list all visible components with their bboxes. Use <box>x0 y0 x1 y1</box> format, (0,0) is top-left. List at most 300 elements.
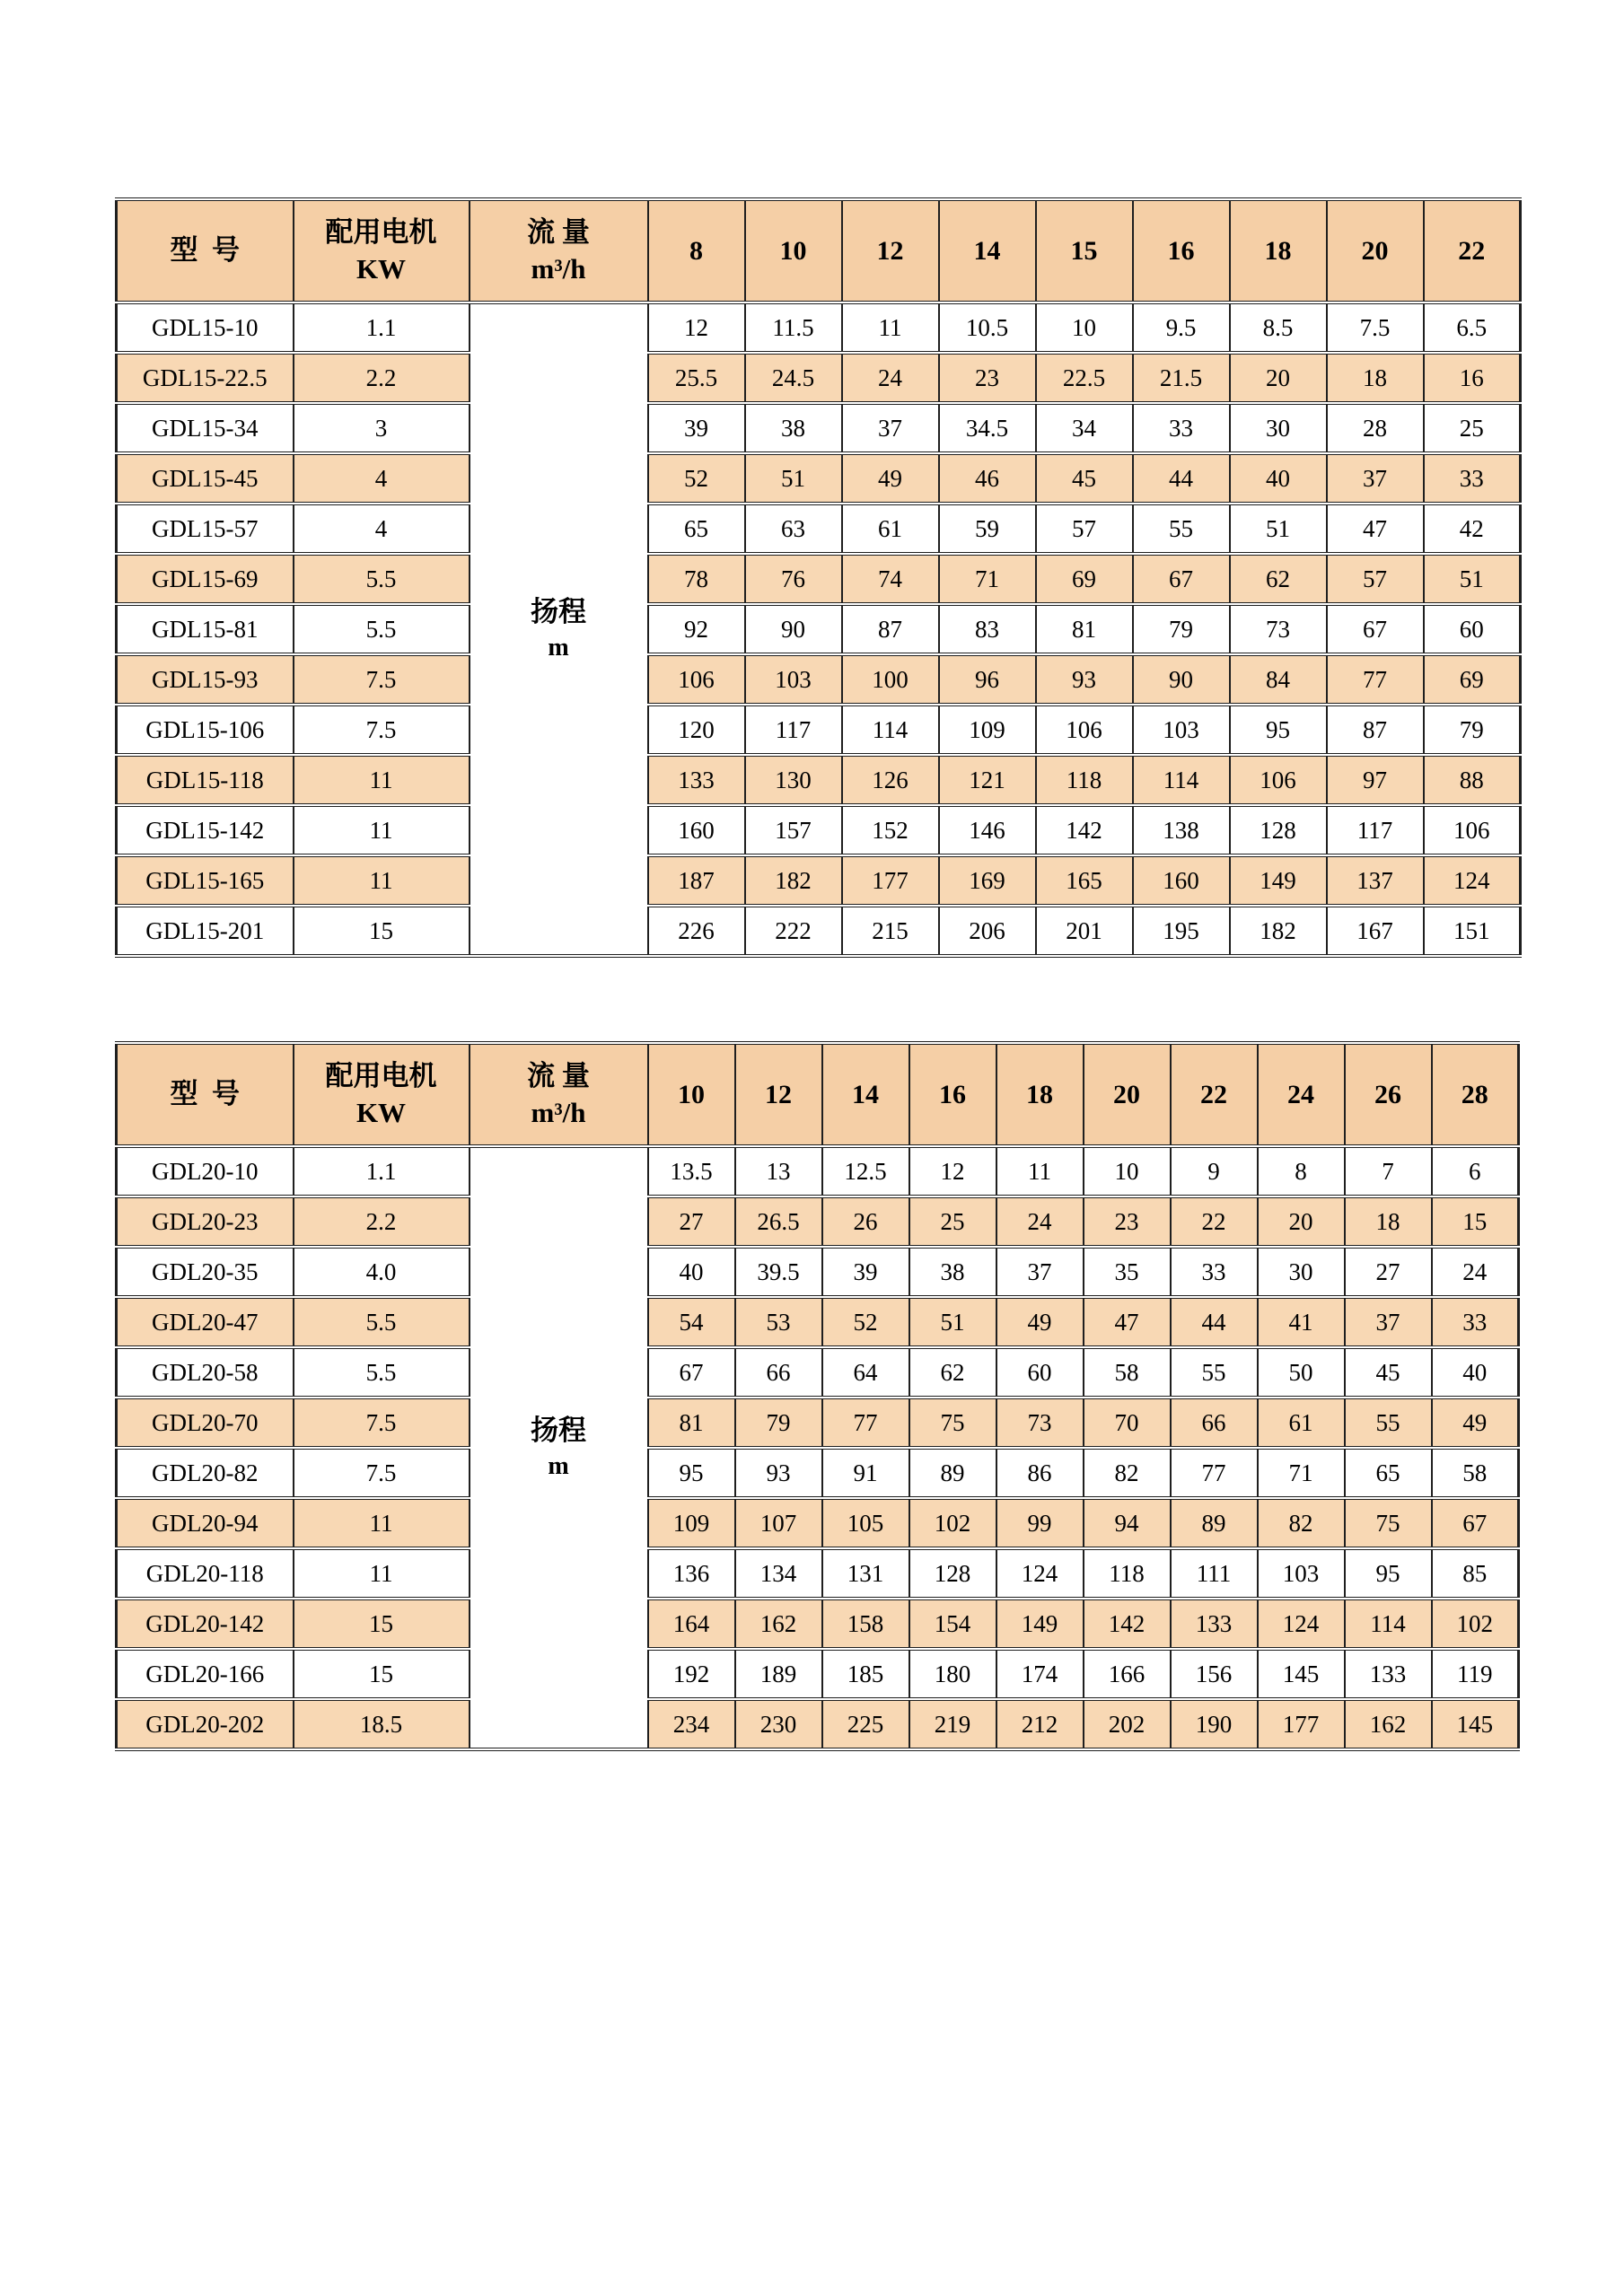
head-value-cell: 195 <box>1133 906 1230 956</box>
flow-rate-column-header: 10 <box>745 199 842 302</box>
head-value-cell: 106 <box>648 654 745 705</box>
motor-kw-cell: 11 <box>294 755 470 805</box>
head-value-cell: 37 <box>996 1247 1084 1297</box>
head-value-cell: 69 <box>1036 554 1133 604</box>
head-value-cell: 69 <box>1424 654 1521 705</box>
head-value-cell: 120 <box>648 705 745 755</box>
motor-kw-cell: 1.1 <box>294 1146 470 1196</box>
head-value-cell: 118 <box>1036 755 1133 805</box>
head-value-cell: 130 <box>745 755 842 805</box>
head-value-cell: 105 <box>822 1498 909 1548</box>
head-value-cell: 22.5 <box>1036 353 1133 403</box>
head-value-cell: 145 <box>1258 1649 1345 1699</box>
table-head <box>117 199 1521 302</box>
head-value-cell: 202 <box>1084 1699 1171 1749</box>
model-cell: GDL15-45 <box>117 453 294 504</box>
head-value-cell: 88 <box>1424 755 1521 805</box>
head-value-cell: 78 <box>648 554 745 604</box>
head-value-cell: 187 <box>648 855 745 906</box>
model-header-cell: 型 号 <box>117 199 294 302</box>
head-value-cell: 59 <box>939 504 1036 554</box>
model-cell: GDL20-118 <box>117 1548 294 1599</box>
head-value-cell: 39 <box>648 403 745 453</box>
head-value-cell: 20 <box>1258 1196 1345 1247</box>
head-value-cell: 11.5 <box>745 302 842 353</box>
head-value-cell: 51 <box>745 453 842 504</box>
head-value-cell: 47 <box>1327 504 1424 554</box>
head-value-cell: 114 <box>842 705 939 755</box>
head-value-cell: 128 <box>1230 805 1327 855</box>
motor-kw-cell: 7.5 <box>294 1398 470 1448</box>
head-value-cell: 55 <box>1345 1398 1432 1448</box>
head-merged-cell <box>470 1146 648 1749</box>
head-value-cell: 38 <box>745 403 842 453</box>
motor-kw-cell: 5.5 <box>294 554 470 604</box>
motor-kw-cell: 7.5 <box>294 654 470 705</box>
flow-rate-column-header: 12 <box>842 199 939 302</box>
head-value-cell: 174 <box>996 1649 1084 1699</box>
table-row <box>117 1146 1519 1196</box>
head-value-cell: 90 <box>745 604 842 654</box>
head-value-cell: 30 <box>1258 1247 1345 1297</box>
head-value-cell: 26 <box>822 1196 909 1247</box>
head-value-cell: 145 <box>1432 1699 1519 1749</box>
head-value-cell: 117 <box>745 705 842 755</box>
head-value-cell: 71 <box>939 554 1036 604</box>
head-value-cell: 137 <box>1327 855 1424 906</box>
head-value-cell: 66 <box>735 1347 822 1398</box>
head-value-cell: 93 <box>1036 654 1133 705</box>
head-value-cell: 79 <box>735 1398 822 1448</box>
flow-rate-column-header: 22 <box>1424 199 1521 302</box>
head-value-cell: 10.5 <box>939 302 1036 353</box>
table-row <box>117 855 1521 906</box>
model-cell: GDL15-201 <box>117 906 294 956</box>
head-value-cell: 93 <box>735 1448 822 1498</box>
flow-rate-column-header: 22 <box>1171 1043 1258 1146</box>
head-value-cell: 226 <box>648 906 745 956</box>
head-value-cell: 133 <box>1171 1599 1258 1649</box>
head-value-cell: 61 <box>1258 1398 1345 1448</box>
head-value-cell: 27 <box>648 1196 735 1247</box>
head-value-cell: 26.5 <box>735 1196 822 1247</box>
model-cell: GDL15-69 <box>117 554 294 604</box>
head-value-cell: 103 <box>745 654 842 705</box>
table-row <box>117 1347 1519 1398</box>
gdl15-specs-table <box>115 197 1522 958</box>
head-value-cell: 121 <box>939 755 1036 805</box>
head-value-cell: 87 <box>842 604 939 654</box>
head-value-cell: 95 <box>1230 705 1327 755</box>
head-value-cell: 85 <box>1432 1548 1519 1599</box>
head-value-cell: 167 <box>1327 906 1424 956</box>
head-value-cell: 18 <box>1327 353 1424 403</box>
head-label: 扬程 <box>531 596 586 628</box>
head-value-cell: 25 <box>1424 403 1521 453</box>
head-value-cell: 24 <box>1432 1247 1519 1297</box>
head-value-cell: 63 <box>745 504 842 554</box>
head-value-cell: 13.5 <box>648 1146 735 1196</box>
head-value-cell: 55 <box>1133 504 1230 554</box>
head-value-cell: 94 <box>1084 1498 1171 1548</box>
head-value-cell: 189 <box>735 1649 822 1699</box>
table-row <box>117 504 1521 554</box>
head-value-cell: 96 <box>939 654 1036 705</box>
flow-rate-column-header: 18 <box>996 1043 1084 1146</box>
head-value-cell: 100 <box>842 654 939 705</box>
head-value-cell: 11 <box>996 1146 1084 1196</box>
flow-rate-column-header: 10 <box>648 1043 735 1146</box>
header-row <box>117 1043 1519 1146</box>
model-cell: GDL20-23 <box>117 1196 294 1247</box>
table-row <box>117 554 1521 604</box>
head-value-cell: 151 <box>1424 906 1521 956</box>
model-cell: GDL15-118 <box>117 755 294 805</box>
motor-kw-cell: 4 <box>294 504 470 554</box>
flow-rate-column-header: 14 <box>939 199 1036 302</box>
motor-kw-cell: 2.2 <box>294 353 470 403</box>
head-value-cell: 180 <box>909 1649 996 1699</box>
head-value-cell: 79 <box>1133 604 1230 654</box>
head-value-cell: 103 <box>1133 705 1230 755</box>
motor-kw-cell: 7.5 <box>294 705 470 755</box>
head-value-cell: 67 <box>1327 604 1424 654</box>
model-cell: GDL20-35 <box>117 1247 294 1297</box>
head-value-cell: 157 <box>745 805 842 855</box>
motor-kw-cell: 1.1 <box>294 302 470 353</box>
head-value-cell: 65 <box>648 504 745 554</box>
head-value-cell: 39.5 <box>735 1247 822 1297</box>
table-row <box>117 353 1521 403</box>
head-value-cell: 222 <box>745 906 842 956</box>
head-value-cell: 119 <box>1432 1649 1519 1699</box>
head-value-cell: 177 <box>842 855 939 906</box>
head-value-cell: 45 <box>1036 453 1133 504</box>
head-value-cell: 41 <box>1258 1297 1345 1347</box>
head-value-cell: 33 <box>1432 1297 1519 1347</box>
table-body <box>117 1146 1519 1749</box>
table-row <box>117 1398 1519 1448</box>
text-line: 配用电机 <box>325 1060 437 1092</box>
head-value-cell: 50 <box>1258 1347 1345 1398</box>
head-value-cell: 77 <box>1327 654 1424 705</box>
head-value-cell: 21.5 <box>1133 353 1230 403</box>
model-cell: GDL15-165 <box>117 855 294 906</box>
text-line: 流 量 <box>527 1060 590 1092</box>
head-value-cell: 234 <box>648 1699 735 1749</box>
head-value-cell: 12 <box>909 1146 996 1196</box>
head-value-cell: 215 <box>842 906 939 956</box>
head-value-cell: 192 <box>648 1649 735 1699</box>
flow-rate-column-header: 12 <box>735 1043 822 1146</box>
head-value-cell: 37 <box>1327 453 1424 504</box>
head-value-cell: 51 <box>1230 504 1327 554</box>
head-value-cell: 77 <box>822 1398 909 1448</box>
head-value-cell: 71 <box>1258 1448 1345 1498</box>
head-merged-cell <box>470 302 648 956</box>
model-cell: GDL20-202 <box>117 1699 294 1749</box>
head-value-cell: 95 <box>648 1448 735 1498</box>
head-value-cell: 73 <box>1230 604 1327 654</box>
head-value-cell: 37 <box>1345 1297 1432 1347</box>
head-value-cell: 133 <box>1345 1649 1432 1699</box>
head-value-cell: 23 <box>1084 1196 1171 1247</box>
model-cell: GDL20-94 <box>117 1498 294 1548</box>
head-value-cell: 39 <box>822 1247 909 1297</box>
flow-rate-column-header: 24 <box>1258 1043 1345 1146</box>
motor-kw-cell: 15 <box>294 1649 470 1699</box>
head-value-cell: 114 <box>1345 1599 1432 1649</box>
head-value-cell: 7 <box>1345 1146 1432 1196</box>
head-value-cell: 75 <box>1345 1498 1432 1548</box>
head-value-cell: 90 <box>1133 654 1230 705</box>
head-value-cell: 33 <box>1133 403 1230 453</box>
head-value-cell: 156 <box>1171 1649 1258 1699</box>
motor-kw-cell: 5.5 <box>294 604 470 654</box>
head-value-cell: 124 <box>1424 855 1521 906</box>
head-value-cell: 92 <box>648 604 745 654</box>
head-value-cell: 182 <box>745 855 842 906</box>
flow-rate-column-header: 26 <box>1345 1043 1432 1146</box>
head-value-cell: 131 <box>822 1548 909 1599</box>
motor-kw-header-cell <box>294 1043 470 1146</box>
table-row <box>117 403 1521 453</box>
head-value-cell: 103 <box>1258 1548 1345 1599</box>
motor-kw-header-cell <box>294 199 470 302</box>
head-value-cell: 8 <box>1258 1146 1345 1196</box>
head-value-cell: 34.5 <box>939 403 1036 453</box>
head-value-cell: 128 <box>909 1548 996 1599</box>
head-value-cell: 81 <box>1036 604 1133 654</box>
head-value-cell: 10 <box>1084 1146 1171 1196</box>
head-value-cell: 102 <box>1432 1599 1519 1649</box>
motor-kw-cell: 11 <box>294 1498 470 1548</box>
table-row <box>117 805 1521 855</box>
head-value-cell: 47 <box>1084 1297 1171 1347</box>
head-value-cell: 75 <box>909 1398 996 1448</box>
head-value-cell: 83 <box>939 604 1036 654</box>
head-value-cell: 182 <box>1230 906 1327 956</box>
table-row <box>117 1247 1519 1297</box>
table-body <box>117 302 1521 956</box>
motor-kw-cell: 18.5 <box>294 1699 470 1749</box>
head-value-cell: 91 <box>822 1448 909 1498</box>
flow-rate-header-cell <box>470 199 648 302</box>
head-value-cell: 44 <box>1171 1297 1258 1347</box>
model-cell: GDL15-81 <box>117 604 294 654</box>
head-value-cell: 89 <box>1171 1498 1258 1548</box>
head-value-cell: 142 <box>1036 805 1133 855</box>
head-value-cell: 40 <box>648 1247 735 1297</box>
gdl20-specs-table <box>115 1041 1520 1751</box>
head-value-cell: 45 <box>1345 1347 1432 1398</box>
head-value-cell: 154 <box>909 1599 996 1649</box>
head-value-cell: 12.5 <box>822 1146 909 1196</box>
table-row <box>117 1699 1519 1749</box>
table-row <box>117 1498 1519 1548</box>
motor-kw-cell: 15 <box>294 906 470 956</box>
head-value-cell: 136 <box>648 1548 735 1599</box>
flow-rate-column-header: 20 <box>1084 1043 1171 1146</box>
flow-rate-header-cell <box>470 1043 648 1146</box>
head-value-cell: 11 <box>842 302 939 353</box>
head-value-cell: 89 <box>909 1448 996 1498</box>
head-value-cell: 9.5 <box>1133 302 1230 353</box>
text-line: KW <box>356 252 407 285</box>
head-value-cell: 142 <box>1084 1599 1171 1649</box>
head-value-cell: 54 <box>648 1297 735 1347</box>
head-value-cell: 60 <box>996 1347 1084 1398</box>
head-value-cell: 61 <box>842 504 939 554</box>
head-value-cell: 9 <box>1171 1146 1258 1196</box>
table-row <box>117 453 1521 504</box>
text-line: KW <box>356 1096 407 1128</box>
head-value-cell: 138 <box>1133 805 1230 855</box>
head-value-cell: 20 <box>1230 353 1327 403</box>
head-value-cell: 60 <box>1424 604 1521 654</box>
table-row <box>117 1297 1519 1347</box>
model-cell: GDL20-82 <box>117 1448 294 1498</box>
head-value-cell: 162 <box>1345 1699 1432 1749</box>
head-value-cell: 40 <box>1230 453 1327 504</box>
head-value-cell: 99 <box>996 1498 1084 1548</box>
motor-kw-cell: 4.0 <box>294 1247 470 1297</box>
table-row <box>117 1599 1519 1649</box>
table-row <box>117 1548 1519 1599</box>
head-value-cell: 53 <box>735 1297 822 1347</box>
head-value-cell: 67 <box>1432 1498 1519 1548</box>
table-row <box>117 654 1521 705</box>
head-value-cell: 81 <box>648 1398 735 1448</box>
head-value-cell: 51 <box>1424 554 1521 604</box>
head-value-cell: 124 <box>996 1548 1084 1599</box>
head-value-cell: 84 <box>1230 654 1327 705</box>
head-value-cell: 66 <box>1171 1398 1258 1448</box>
table-head <box>117 1043 1519 1146</box>
head-value-cell: 13 <box>735 1146 822 1196</box>
head-value-cell: 169 <box>939 855 1036 906</box>
head-value-cell: 16 <box>1424 353 1521 403</box>
head-value-cell: 166 <box>1084 1649 1171 1699</box>
model-cell: GDL20-166 <box>117 1649 294 1699</box>
head-value-cell: 6.5 <box>1424 302 1521 353</box>
head-value-cell: 165 <box>1036 855 1133 906</box>
head-value-cell: 219 <box>909 1699 996 1749</box>
flow-rate-column-header: 14 <box>822 1043 909 1146</box>
head-value-cell: 65 <box>1345 1448 1432 1498</box>
head-value-cell: 34 <box>1036 403 1133 453</box>
head-value-cell: 44 <box>1133 453 1230 504</box>
table-row <box>117 1196 1519 1247</box>
head-value-cell: 58 <box>1432 1448 1519 1498</box>
model-cell: GDL20-142 <box>117 1599 294 1649</box>
model-header-cell: 型 号 <box>117 1043 294 1146</box>
table-row <box>117 705 1521 755</box>
model-cell: GDL15-57 <box>117 504 294 554</box>
head-value-cell: 22 <box>1171 1196 1258 1247</box>
head-value-cell: 190 <box>1171 1699 1258 1749</box>
head-value-cell: 25.5 <box>648 353 745 403</box>
motor-kw-cell: 11 <box>294 1548 470 1599</box>
head-value-cell: 201 <box>1036 906 1133 956</box>
flow-rate-column-header: 16 <box>909 1043 996 1146</box>
head-value-cell: 74 <box>842 554 939 604</box>
head-value-cell: 149 <box>996 1599 1084 1649</box>
head-value-cell: 67 <box>1133 554 1230 604</box>
head-value-cell: 117 <box>1327 805 1424 855</box>
head-value-cell: 64 <box>822 1347 909 1398</box>
head-value-cell: 7.5 <box>1327 302 1424 353</box>
text-line: m³/h <box>531 252 586 285</box>
head-value-cell: 149 <box>1230 855 1327 906</box>
head-value-cell: 133 <box>648 755 745 805</box>
head-value-cell: 146 <box>939 805 1036 855</box>
header-row <box>117 199 1521 302</box>
head-value-cell: 12 <box>648 302 745 353</box>
head-value-cell: 62 <box>909 1347 996 1398</box>
text-line: 流 量 <box>527 216 590 249</box>
head-value-cell: 185 <box>822 1649 909 1699</box>
head-value-cell: 35 <box>1084 1247 1171 1297</box>
head-value-cell: 77 <box>1171 1448 1258 1498</box>
head-value-cell: 24 <box>842 353 939 403</box>
flow-rate-column-header: 15 <box>1036 199 1133 302</box>
model-cell: GDL20-47 <box>117 1297 294 1347</box>
head-value-cell: 49 <box>1432 1398 1519 1448</box>
flow-rate-column-header: 16 <box>1133 199 1230 302</box>
model-cell: GDL15-34 <box>117 403 294 453</box>
model-cell: GDL20-10 <box>117 1146 294 1196</box>
flow-rate-column-header: 18 <box>1230 199 1327 302</box>
motor-kw-cell: 11 <box>294 805 470 855</box>
model-cell: GDL15-10 <box>117 302 294 353</box>
head-value-cell: 40 <box>1432 1347 1519 1398</box>
head-value-cell: 106 <box>1036 705 1133 755</box>
table-row <box>117 906 1521 956</box>
flow-rate-column-header: 8 <box>648 199 745 302</box>
head-value-cell: 10 <box>1036 302 1133 353</box>
head-value-cell: 42 <box>1424 504 1521 554</box>
head-value-cell: 109 <box>648 1498 735 1548</box>
head-value-cell: 82 <box>1084 1448 1171 1498</box>
head-value-cell: 52 <box>822 1297 909 1347</box>
head-value-cell: 106 <box>1424 805 1521 855</box>
motor-kw-cell: 5.5 <box>294 1347 470 1398</box>
text-line: 配用电机 <box>325 216 437 249</box>
head-value-cell: 15 <box>1432 1196 1519 1247</box>
head-value-cell: 57 <box>1327 554 1424 604</box>
head-value-cell: 102 <box>909 1498 996 1548</box>
model-cell: GDL15-22.5 <box>117 353 294 403</box>
head-value-cell: 162 <box>735 1599 822 1649</box>
head-label: 扬程 <box>531 1415 586 1447</box>
head-value-cell: 87 <box>1327 705 1424 755</box>
text-line: m³/h <box>531 1096 586 1128</box>
head-value-cell: 67 <box>648 1347 735 1398</box>
head-value-cell: 212 <box>996 1699 1084 1749</box>
head-value-cell: 37 <box>842 403 939 453</box>
gdl15-table-block <box>115 197 1522 958</box>
head-value-cell: 230 <box>735 1699 822 1749</box>
head-value-cell: 28 <box>1327 403 1424 453</box>
head-value-cell: 206 <box>939 906 1036 956</box>
model-cell: GDL15-93 <box>117 654 294 705</box>
head-value-cell: 134 <box>735 1548 822 1599</box>
head-value-cell: 177 <box>1258 1699 1345 1749</box>
flow-rate-column-header: 28 <box>1432 1043 1519 1146</box>
head-value-cell: 30 <box>1230 403 1327 453</box>
head-value-cell: 107 <box>735 1498 822 1548</box>
